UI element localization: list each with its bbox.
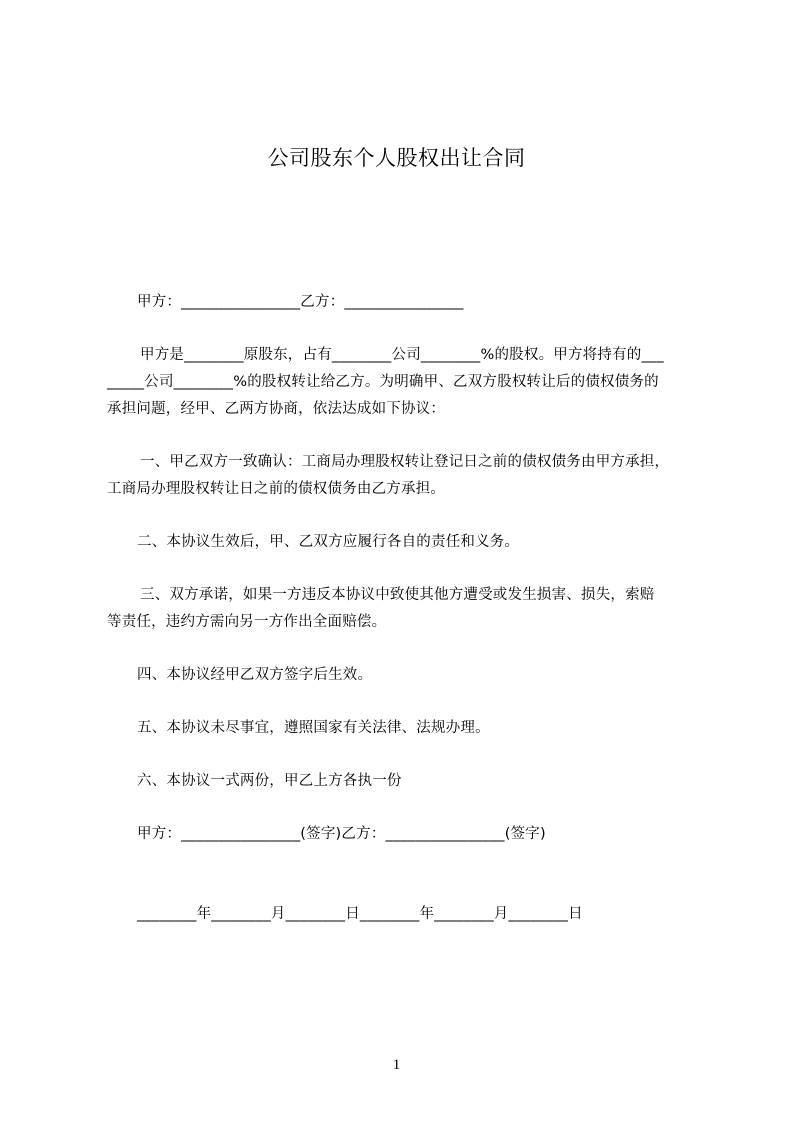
clause-2: 二、本协议生效后，甲、乙双方应履行各自的责任和义务。 [137,534,520,550]
clause-6: 六、本协议一式两份，甲乙上方各执一份 [137,773,402,789]
clause-5: 五、本协议未尽事宜，遵照国家有关法律、法规办理。 [137,720,490,736]
clause-1-line-1: 一、甲乙双方一致确认：工商局办理股权转让登记日之前的债权债务由甲方承担， [140,454,670,470]
clause-3-line-1: 三、双方承诺，如果一方违反本协议中致使其他方遭受或发生损害、损失，索赔 [140,587,655,603]
document-title: 公司股东个人股权出让合同 [267,146,526,170]
date-line: ________年________月________日________年________月________日 [137,906,583,922]
parties-line: 甲方：________________乙方：________________ [137,294,464,310]
intro-line-2: _____公司________%的股权转让给乙方。为明确甲、乙双方股权转让后的债权债务的 [107,374,659,390]
intro-line-3: 承担问题，经甲、乙两方协商，依法达成如下协议： [107,401,446,417]
clause-4: 四、本协议经甲乙双方签字后生效。 [137,667,373,683]
clause-3-line-2: 等责任，违约方需向另一方作出全面赔偿。 [107,614,387,630]
intro-line-1: 甲方是________原股东，占有________公司________%的股权。甲方将持有的___ [140,347,664,363]
signature-line: 甲方：________________(签字)乙方：________________(签字) [137,826,546,842]
page-number: 1 [392,1057,401,1073]
clause-1-line-2: 工商局办理股权转让日之前的债权债务由乙方承担。 [107,481,446,497]
